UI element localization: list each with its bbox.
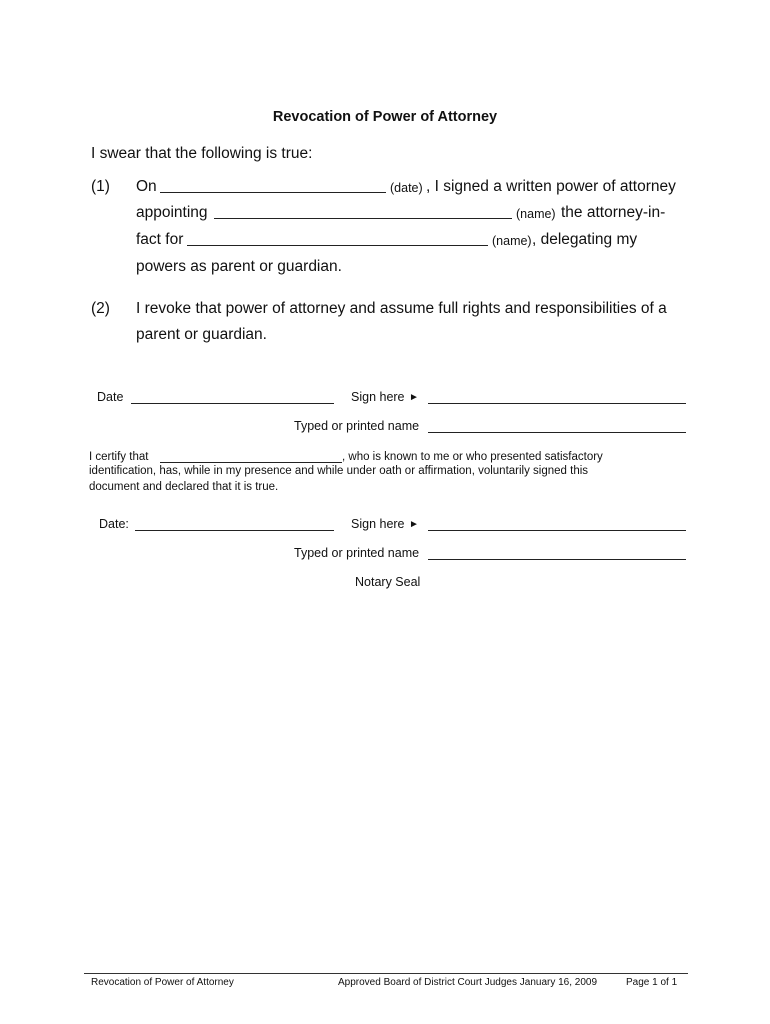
signature2-typed-label: Typed or printed name bbox=[294, 546, 420, 560]
signature2-date-label: Date: bbox=[99, 517, 129, 531]
document-title: Revocation of Power of Attorney bbox=[272, 109, 498, 125]
item1-appointing-label: appointing bbox=[136, 204, 208, 221]
certify-line1-start: I certify that bbox=[89, 451, 149, 463]
notary-seal-label: Notary Seal bbox=[355, 575, 421, 589]
footer-center: Approved Board of District Court Judges January 16, 2009 bbox=[338, 977, 598, 988]
item1-name-hint-1: (name) bbox=[516, 207, 556, 221]
item1-fact-for-label: fact for bbox=[136, 231, 184, 248]
signature1-typed-label: Typed or printed name bbox=[294, 419, 420, 433]
item1-name-hint-2: (name) bbox=[492, 234, 532, 248]
item2-number: (2) bbox=[91, 300, 110, 317]
certify-signer-name-blank[interactable] bbox=[160, 462, 342, 463]
item1-on-label: On bbox=[136, 178, 157, 195]
signature1-date-label: Date bbox=[97, 390, 124, 404]
item1-number: (1) bbox=[91, 178, 110, 195]
footer-page-number: Page 1 of 1 bbox=[626, 977, 678, 988]
item1-date-blank[interactable] bbox=[160, 192, 386, 193]
signature1-typed-name-blank[interactable] bbox=[428, 432, 686, 433]
footer-left: Revocation of Power of Attorney bbox=[91, 977, 234, 988]
signature1-sign-label: Sign here bbox=[351, 390, 405, 404]
item1-line1-end: , I signed a written power of attorney bbox=[426, 178, 676, 195]
certify-line2: identification, has, while in my presence and while under oath or affirmation, voluntarily signed this bbox=[89, 465, 589, 477]
footer-divider bbox=[84, 973, 688, 974]
item2-line1: I revoke that power of attorney and assume full rights and responsibilities of a bbox=[136, 300, 667, 317]
certify-line1-end: , who is known to me or who presented satisfactory bbox=[342, 451, 603, 463]
signature2-date-blank[interactable] bbox=[135, 530, 334, 531]
item1-date-hint: (date) bbox=[390, 181, 423, 195]
item1-line2-end: the attorney-in- bbox=[561, 204, 666, 221]
item2-line2: parent or guardian. bbox=[136, 326, 267, 343]
item1-line4: powers as parent or guardian. bbox=[136, 258, 342, 275]
signature1-arrow-icon: ► bbox=[409, 392, 419, 403]
certify-line3: document and declared that it is true. bbox=[89, 481, 279, 493]
signature2-arrow-icon: ► bbox=[409, 519, 419, 530]
signature2-signature-blank[interactable] bbox=[428, 530, 686, 531]
signature2-typed-name-blank[interactable] bbox=[428, 559, 686, 560]
signature2-sign-label: Sign here bbox=[351, 517, 405, 531]
item1-line3-end: , delegating my bbox=[532, 231, 638, 248]
intro-text: I swear that the following is true: bbox=[91, 145, 313, 162]
item1-principal-name-blank[interactable] bbox=[187, 245, 488, 246]
item1-appointee-name-blank[interactable] bbox=[214, 218, 512, 219]
signature1-date-blank[interactable] bbox=[131, 403, 334, 404]
signature1-signature-blank[interactable] bbox=[428, 403, 686, 404]
